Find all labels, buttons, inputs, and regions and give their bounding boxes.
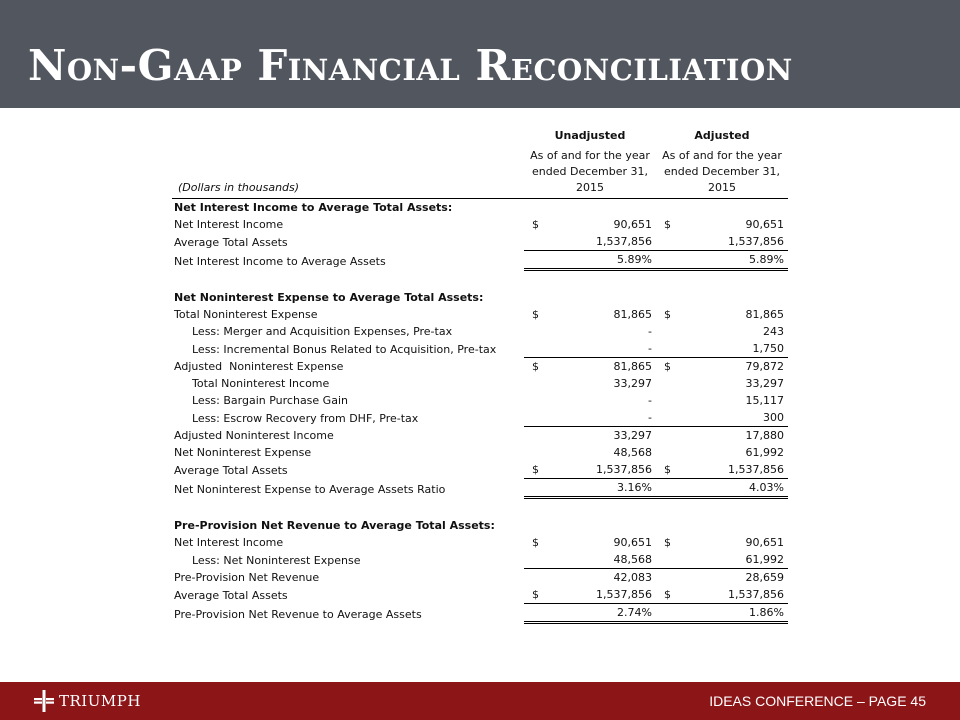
row-label: Net Noninterest Expense bbox=[174, 446, 312, 459]
row-label: Net Interest Income bbox=[174, 218, 284, 231]
row-label: Adjusted Noninterest Income bbox=[174, 429, 334, 442]
table-row: Net Interest Income $ 90,651 $ 90,651 bbox=[174, 218, 784, 231]
row-label: Adjusted Noninterest Expense bbox=[174, 360, 344, 373]
units-note: (Dollars in thousands) bbox=[178, 181, 300, 194]
row-label: Less: Escrow Recovery from DHF, Pre-tax bbox=[192, 411, 419, 425]
table-row: Net Interest Income $ 90,651 $ 90,651 bbox=[174, 536, 784, 549]
table-row: Total Noninterest Expense $ 81,865 $ 81,865 bbox=[174, 308, 784, 321]
logo-text: TRIUMPH bbox=[59, 692, 141, 710]
table-row: Pre-Provision Net Revenue to Average Assets 2.74% 1.86% bbox=[172, 604, 788, 623]
row-label: Less: Net Noninterest Expense bbox=[192, 553, 361, 567]
row-label: Less: Bargain Purchase Gain bbox=[192, 394, 348, 407]
header-bar bbox=[0, 0, 960, 108]
row-label: Net Interest Income to Average Assets bbox=[174, 254, 386, 268]
table-row: Adjusted Noninterest Income 33,297 17,880 bbox=[172, 427, 788, 445]
table-row: Total Noninterest Income 33,297 33,297 bbox=[172, 375, 788, 392]
table-row: Net Interest Income to Average Assets 5.89% 5.89% bbox=[172, 251, 788, 270]
table-row: Average Total Assets $ 1,537,856 $ 1,537,856 bbox=[172, 586, 788, 604]
row-label: Less: Merger and Acquisition Expenses, Pre-tax bbox=[192, 325, 453, 338]
table-row: Pre-Provision Net Revenue 42,083 28,659 bbox=[172, 569, 788, 587]
table-row: Net Noninterest Expense 48,568 61,992 bbox=[174, 446, 784, 459]
reconciliation-table-wrap bbox=[172, 128, 788, 624]
column-header-row bbox=[172, 128, 788, 144]
row-label: Total Noninterest Income bbox=[192, 377, 330, 390]
row-label: Pre-Provision Net Revenue bbox=[174, 571, 320, 584]
row-label: Total Noninterest Expense bbox=[174, 308, 318, 321]
adjusted-header: Adjusted bbox=[694, 129, 750, 142]
row-label: Net Interest Income bbox=[174, 536, 284, 549]
cross-logo-icon bbox=[34, 690, 54, 712]
table-row: Net Noninterest Expense to Average Assets Ratio 3.16% 4.03% bbox=[172, 479, 788, 498]
unadjusted-header: Unadjusted bbox=[554, 129, 626, 142]
table-row: Less: Bargain Purchase Gain - 15,117 bbox=[172, 392, 788, 409]
table-row: Less: Merger and Acquisition Expenses, Pre-tax - 243 bbox=[172, 323, 788, 340]
page-label: IDEAS CONFERENCE – PAGE 45 bbox=[709, 693, 926, 709]
section-heading: Net Noninterest Expense to Average Total Assets: bbox=[174, 291, 484, 304]
table-row: Less: Incremental Bonus Related to Acquisition, Pre-tax - 1,750 bbox=[172, 340, 788, 358]
row-label: Less: Incremental Bonus Related to Acquisition, Pre-tax bbox=[192, 342, 497, 356]
period-adjusted: As of and for the year ended December 31, 2015 bbox=[662, 149, 782, 194]
table-row: Average Total Assets $ 1,537,856 $ 1,537,856 bbox=[172, 461, 788, 479]
section-heading: Net Interest Income to Average Total Assets: bbox=[172, 199, 788, 217]
row-label: Average Total Assets bbox=[174, 463, 288, 477]
row-label: Pre-Provision Net Revenue to Average Assets bbox=[174, 607, 422, 621]
table-row: Less: Escrow Recovery from DHF, Pre-tax - 300 bbox=[172, 409, 788, 427]
page-title: Non-Gaap Financial Reconciliation bbox=[28, 41, 793, 90]
row-label: Average Total Assets bbox=[174, 235, 288, 249]
reconciliation-table bbox=[172, 128, 788, 624]
row-label: Average Total Assets bbox=[174, 588, 288, 602]
period-row bbox=[172, 148, 788, 199]
table-row: Less: Net Noninterest Expense 48,568 61,992 bbox=[172, 551, 788, 569]
section-heading: Pre-Provision Net Revenue to Average Total Assets: bbox=[174, 519, 495, 532]
table-row: Average Total Assets 1,537,856 1,537,856 bbox=[172, 233, 788, 251]
footer-bar bbox=[0, 682, 960, 720]
table-row: Adjusted Noninterest Expense $ 81,865 $ 79,872 bbox=[172, 358, 788, 376]
row-label: Net Noninterest Expense to Average Assets Ratio bbox=[174, 482, 446, 496]
triumph-logo bbox=[34, 690, 141, 712]
period-unadjusted: As of and for the year ended December 31, 2015 bbox=[530, 149, 650, 194]
